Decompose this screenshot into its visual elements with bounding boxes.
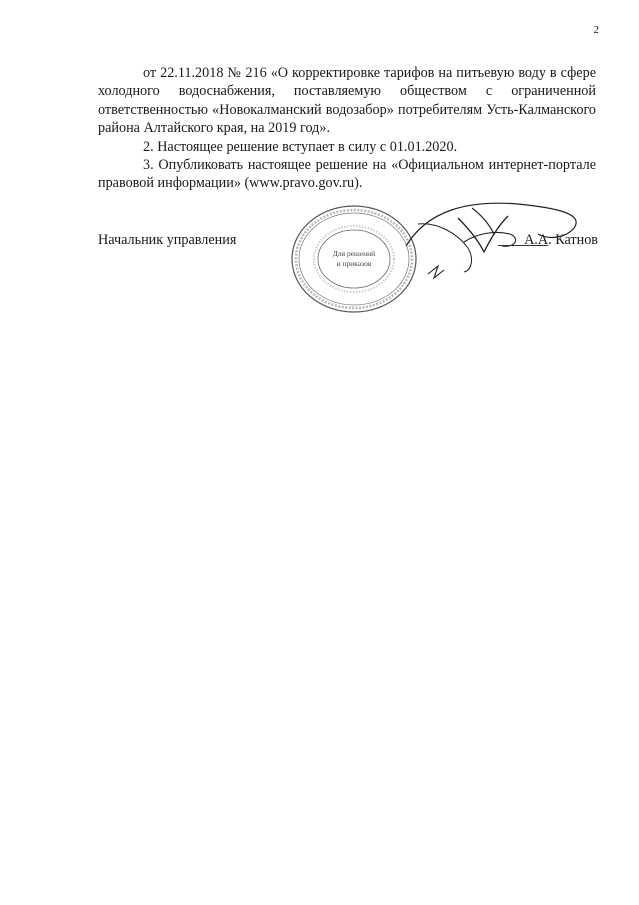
signatory-title: Начальник управления [98,232,237,248]
document-body [98,64,596,193]
page-number: 2 [593,24,599,36]
seal-center-text-1: Для решений [332,249,376,258]
paragraph-item-2: 2. Настоящее решение вступает в силу с 01.01.2020. [143,138,458,155]
signatory-name: А.А. Катнов [524,232,598,248]
paragraph-item-3: 3. Опубликовать настоящее решение на «Официальном интернет-портале правовой информации» (www.pravo.gov.ru). [98,157,596,192]
signature-block [98,232,598,322]
seal-center-text-2: и приказов [336,259,372,268]
paragraph-continuation: от 22.11.2018 № 216 «О корректировке тарифов на питьевую воду в сфере холодного водоснабжения, поставляемую обществом с ограниченной ответственностью «Новокалманский водозабор» потребителям Усть-Калманского района Алтайского края, на 2019 год». [98,65,596,137]
